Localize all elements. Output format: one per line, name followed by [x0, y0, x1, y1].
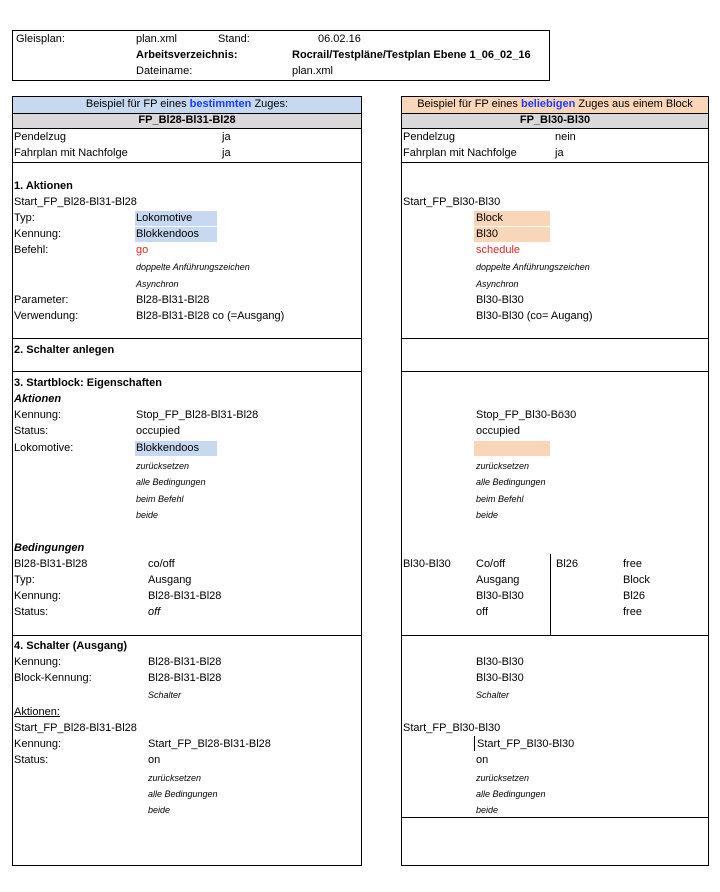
right-bed-c2: Ausgang [476, 574, 520, 586]
right-fp-name: FP_Bl30-Bl30 [519, 114, 591, 126]
left-s4-kennung-value: Bl28-Bl31-Bl28 [148, 656, 222, 668]
divider [401, 162, 709, 163]
left-bed-title: Bedingungen [14, 542, 85, 554]
right-bed-c3: Bl30-Bl30 [476, 590, 524, 602]
left-s4-name: Start_FP_Bl28-Bl31-Bl28 [14, 722, 137, 734]
right-pendelzug-value: nein [555, 131, 576, 143]
left-s3-title: 3. Startblock: Eigenschaften [14, 377, 162, 389]
right-s4-schalter: Schalter [476, 690, 510, 700]
divider [401, 128, 709, 129]
left-s3-kennung-value: Stop_FP_Bl28-Bl31-Bl28 [136, 409, 259, 421]
right-bed-name: Bl30-Bl30 [403, 558, 451, 570]
left-typ-label: Typ: [14, 212, 35, 224]
right-title-highlight: beliebigen [520, 98, 576, 110]
right-bed-c4: off [476, 606, 489, 618]
left-nachfolge-label: Fahrplan mit Nachfolge [14, 147, 128, 159]
left-note1: doppelte Anführungszeichen [136, 262, 250, 272]
left-s3-aktionen: Aktionen [14, 393, 62, 405]
right-befehl-value: schedule [476, 244, 521, 256]
left-s4-k2-label: Kennung: [14, 738, 62, 750]
stand-value: 06.02.16 [318, 33, 361, 45]
left-befehl-label: Befehl: [14, 244, 49, 256]
divider [12, 371, 362, 372]
left-title-pre: Beispiel für FP eines [85, 98, 190, 110]
right-s4-k2-value: Start_FP_Bl30-Bl30 [477, 738, 575, 750]
divider [12, 128, 362, 129]
arbeitsverzeichnis-value: Rocrail/Testpläne/Testplan Ebene 1_06_02_16 [292, 49, 531, 61]
left-title-highlight: bestimmten [189, 98, 252, 110]
left-opt1: zurücksetzen [136, 461, 190, 471]
stand-label: Stand: [218, 33, 250, 45]
left-s4-opt3: beide [148, 805, 171, 815]
right-kennung-value: Bl30 [476, 228, 499, 240]
right-parameter-value: Bl30-Bl30 [476, 294, 524, 306]
left-bed-status-label: Status: [14, 606, 49, 618]
right-nachfolge-value: ja [555, 147, 564, 159]
left-bed-kennung-label: Kennung: [14, 590, 62, 602]
right-s4-status-value: on [476, 754, 489, 766]
left-s3-lok-label: Lokomotive: [14, 442, 74, 454]
left-s4-block-label: Block-Kennung: [14, 672, 92, 684]
divider [12, 338, 362, 339]
left-s2-title: 2. Schalter anlegen [14, 344, 115, 356]
right-verwendung-value: Bl30-Bl30 (co= Augang) [476, 310, 593, 322]
left-s4-kennung-label: Kennung: [14, 656, 62, 668]
right-s1-name: Start_FP_Bl30-Bl30 [403, 196, 501, 208]
left-s4-k2-value: Start_FP_Bl28-Bl31-Bl28 [148, 738, 271, 750]
left-note2: Asynchron [136, 279, 179, 289]
left-bed-kennung-value: Bl28-Bl31-Bl28 [148, 590, 222, 602]
right-note1: doppelte Anführungszeichen [476, 262, 590, 272]
divider [12, 635, 362, 636]
divider [401, 817, 709, 818]
dateiname-value: plan.xml [292, 65, 333, 77]
left-opt4: beide [136, 510, 159, 520]
left-befehl-value: go [136, 244, 149, 256]
left-title [13, 98, 361, 111]
left-s4-title: 4. Schalter (Ausgang) [14, 640, 128, 652]
right-typ-value: Block [476, 212, 503, 224]
divider [401, 371, 709, 372]
left-parameter-label: Parameter: [14, 294, 69, 306]
cursor-mark [474, 736, 475, 751]
right-note2: Asynchron [476, 279, 519, 289]
left-bed-typ-value: Ausgang [148, 574, 192, 586]
right-s4-opt2: alle Bedingungen [476, 789, 546, 799]
left-s3-status-label: Status: [14, 425, 49, 437]
right-s4-block-value: Bl30-Bl30 [476, 672, 524, 684]
left-title-post: Zuges: [251, 98, 289, 110]
left-s1-title: 1. Aktionen [14, 180, 73, 192]
left-opt2: alle Bedingungen [136, 477, 206, 487]
bedingungen-divider [550, 554, 551, 636]
left-opt3: beim Befehl [136, 494, 184, 504]
left-kennung-label: Kennung: [14, 228, 62, 240]
right-opt1: zurücksetzen [476, 461, 530, 471]
right-title-post: Zuges aus einem Block [575, 98, 693, 110]
left-s3-status-value: occupied [136, 425, 181, 437]
divider [401, 338, 709, 339]
right-s3-kennung-value: Stop_FP_Bl30-Bö30 [476, 409, 577, 421]
left-verwendung-value: Bl28-Bl31-Bl28 co (=Ausgang) [136, 310, 285, 322]
left-s4-status-value: on [148, 754, 161, 766]
left-typ-value: Lokomotive [136, 212, 193, 224]
left-bed-name: Bl28-Bl31-Bl28 [14, 558, 88, 570]
left-s1-name: Start_FP_Bl28-Bl31-Bl28 [14, 196, 137, 208]
left-s4-status-label: Status: [14, 754, 49, 766]
divider [12, 162, 362, 163]
right-s4-opt1: zurücksetzen [476, 773, 530, 783]
right-title [402, 98, 708, 111]
left-s4-schalter: Schalter [148, 690, 182, 700]
dateiname-label: Dateiname: [136, 65, 193, 77]
left-s4-block-value: Bl28-Bl31-Bl28 [148, 672, 222, 684]
left-parameter-value: Bl28-Bl31-Bl28 [136, 294, 210, 306]
right-nachfolge-label: Fahrplan mit Nachfolge [403, 147, 517, 159]
right-s3-status-value: occupied [476, 425, 521, 437]
arbeitsverzeichnis-label: Arbeitsverzeichnis: [136, 49, 238, 61]
left-nachfolge-value: ja [222, 147, 231, 159]
right-opt3: beim Befehl [476, 494, 524, 504]
right-opt2: alle Bedingungen [476, 477, 546, 487]
right-bed2-c2: Block [623, 574, 650, 586]
right-s4-opt3: beide [476, 805, 499, 815]
left-verwendung-label: Verwendung: [14, 310, 79, 322]
left-bed-status-value: off [148, 606, 161, 618]
left-bed-value: co/off [148, 558, 175, 570]
right-s4-kennung-value: Bl30-Bl30 [476, 656, 524, 668]
right-title-pre: Beispiel für FP eines [417, 98, 521, 110]
left-s3-lok-value: Blokkendoos [136, 442, 199, 454]
gleisplan-value: plan.xml [136, 33, 177, 45]
left-kennung-value: Blokkendoos [136, 228, 199, 240]
divider [401, 635, 709, 636]
right-opt4: beide [476, 510, 499, 520]
right-s4-name: Start_FP_Bl30-Bl30 [403, 722, 501, 734]
right-bed2-c4: free [623, 606, 642, 618]
gleisplan-label: Gleisplan: [16, 33, 65, 45]
left-pendelzug-value: ja [222, 131, 231, 143]
left-s4-opt2: alle Bedingungen [148, 789, 218, 799]
left-s4-opt1: zurücksetzen [148, 773, 202, 783]
left-pendelzug-label: Pendelzug [14, 131, 66, 143]
left-s3-kennung-label: Kennung: [14, 409, 62, 421]
right-pendelzug-label: Pendelzug [403, 131, 455, 143]
right-bed2-c1: free [623, 558, 642, 570]
left-s4-aktionen: Aktionen: [14, 706, 60, 718]
right-bed-c1: Co/off [476, 558, 506, 570]
left-fp-name: FP_Bl28-Bl31-Bl28 [138, 114, 236, 126]
left-bed-typ-label: Typ: [14, 574, 35, 586]
right-bed2-c3: Bl26 [623, 590, 646, 602]
right-bed2-name: Bl26 [556, 558, 579, 570]
